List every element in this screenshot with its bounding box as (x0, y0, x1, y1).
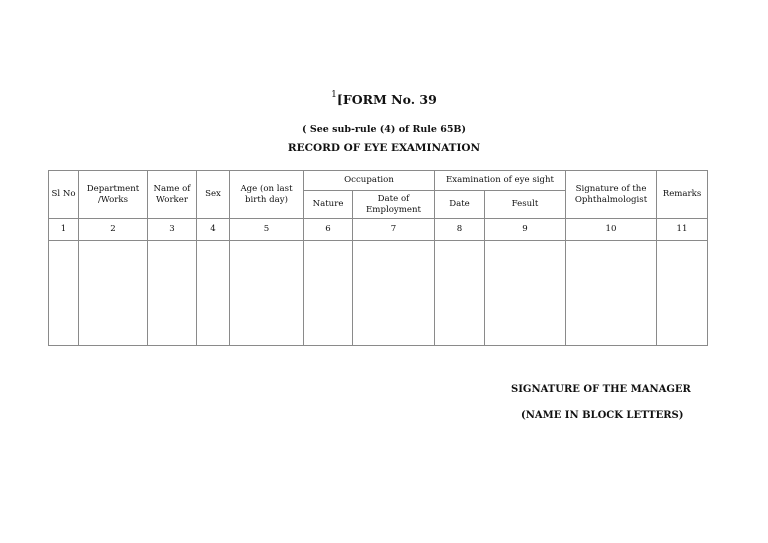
column-number: 1 (49, 219, 79, 241)
column-number: 2 (79, 219, 148, 241)
blank-cell (657, 241, 708, 346)
block-letters-name-label: (NAME IN BLOCK LETTERS) (521, 410, 684, 421)
header-date-of-employment: Date of Employment (353, 191, 435, 219)
column-number: 7 (353, 219, 435, 241)
manager-signature-label: SIGNATURE OF THE MANAGER (511, 384, 691, 395)
column-number: 5 (230, 219, 304, 241)
blank-entry-row (49, 241, 708, 346)
header-name-of-worker: Name of Worker (148, 171, 197, 219)
column-number: 3 (148, 219, 197, 241)
column-number: 11 (657, 219, 708, 241)
header-signature-ophthalmologist: Signature of the Ophthalmologist (566, 171, 657, 219)
column-number: 8 (435, 219, 485, 241)
blank-cell (435, 241, 485, 346)
eye-examination-register-table (48, 170, 708, 346)
footnote-marker: 1 (331, 90, 337, 100)
header-occupation-group: Occupation (304, 171, 435, 191)
blank-cell (79, 241, 148, 346)
header-result: Fesult (485, 191, 566, 219)
header-sex: Sex (197, 171, 230, 219)
blank-cell (353, 241, 435, 346)
blank-cell (485, 241, 566, 346)
header-eye-exam-group: Examination of eye sight (435, 171, 566, 191)
blank-cell (197, 241, 230, 346)
header-sl-no: Sl No (49, 171, 79, 219)
column-number-row (49, 219, 708, 241)
header-nature: Nature (304, 191, 353, 219)
header-age: Age (on last birth day) (230, 171, 304, 219)
blank-cell (304, 241, 353, 346)
header-department: Department /Works (79, 171, 148, 219)
sub-rule-reference: ( See sub-rule (4) of Rule 65B) (302, 124, 466, 135)
column-number: 4 (197, 219, 230, 241)
record-heading: RECORD OF EYE EXAMINATION (287, 142, 481, 154)
blank-cell (49, 241, 79, 346)
header-date: Date (435, 191, 485, 219)
column-number: 6 (304, 219, 353, 241)
column-number: 9 (485, 219, 566, 241)
form-title-text: [FORM No. 39 (336, 92, 437, 108)
blank-cell (230, 241, 304, 346)
form-title (0, 92, 768, 107)
header-remarks: Remarks (657, 171, 708, 219)
blank-cell (566, 241, 657, 346)
column-number: 10 (566, 219, 657, 241)
blank-cell (148, 241, 197, 346)
